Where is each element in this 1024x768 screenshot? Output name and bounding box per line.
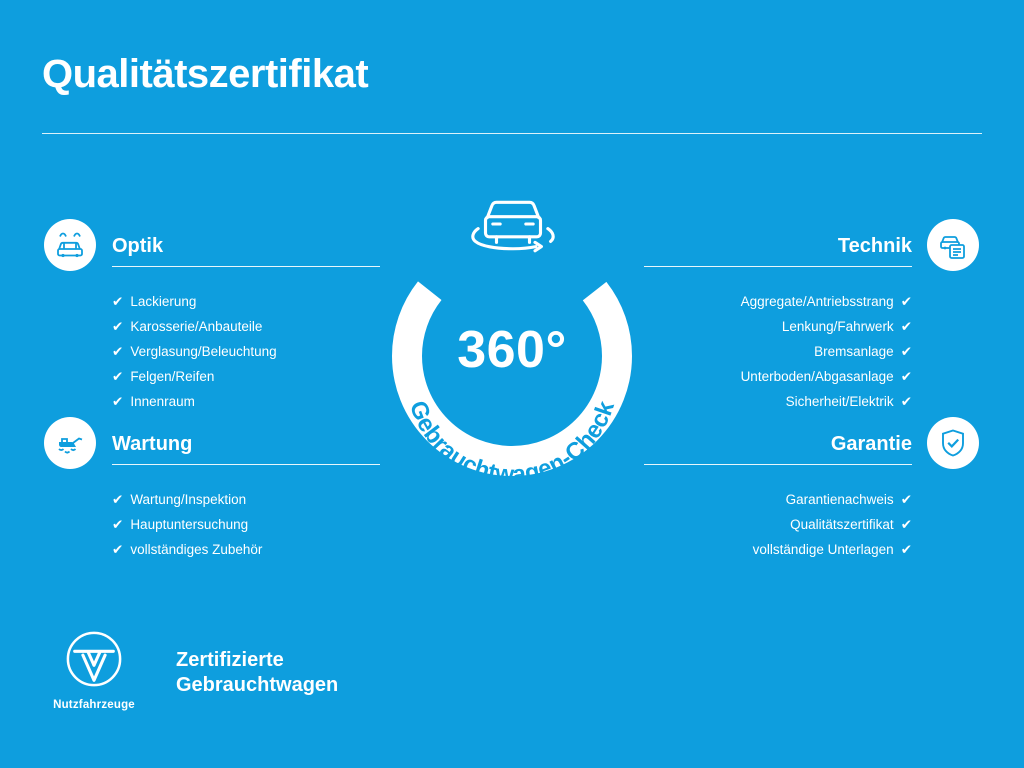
list-item-label: Unterboden/Abgasanlage [740, 369, 894, 384]
page-title: Qualitätszertifikat [42, 52, 369, 96]
check-icon: ✔ [112, 492, 124, 507]
list-item [582, 537, 912, 562]
check-icon: ✔ [900, 369, 912, 384]
footer-claim [176, 648, 338, 698]
list-item [112, 289, 442, 314]
check-icon: ✔ [900, 394, 912, 409]
section-technik [582, 236, 912, 414]
list-item [582, 339, 912, 364]
list-item-label: vollständiges Zubehör [130, 542, 263, 557]
list-item [582, 512, 912, 537]
check-icon: ✔ [900, 517, 912, 532]
check-icon: ✔ [112, 319, 124, 334]
checklist-wartung [112, 487, 442, 562]
list-item-label: Hauptuntersuchung [130, 517, 249, 532]
section-divider-technik [644, 266, 912, 267]
car-wash-icon [44, 219, 96, 271]
list-item-label: Verglasung/Beleuchtung [130, 344, 277, 359]
list-item [112, 512, 442, 537]
check-icon: ✔ [112, 517, 124, 532]
checklist-optik [112, 289, 442, 414]
check-icon: ✔ [900, 542, 912, 557]
list-item [582, 364, 912, 389]
list-item [112, 364, 442, 389]
list-item-label: Lackierung [130, 294, 197, 309]
section-divider-optik [112, 266, 380, 267]
list-item-label: Garantienachweis [785, 492, 894, 507]
check-icon: ✔ [112, 542, 124, 557]
check-icon: ✔ [112, 344, 124, 359]
list-item-label: Karosserie/Anbauteile [130, 319, 263, 334]
list-item-label: Lenkung/Fahrwerk [781, 319, 894, 334]
section-wartung [112, 434, 442, 562]
section-heading-garantie: Garantie [830, 433, 912, 455]
check-icon: ✔ [112, 394, 124, 409]
list-item [112, 537, 442, 562]
section-heading-optik: Optik [112, 235, 164, 257]
oil-can-icon [44, 417, 96, 469]
footer [42, 630, 338, 711]
section-heading-technik: Technik [837, 235, 912, 257]
list-item-label: Qualitätszertifikat [790, 517, 894, 532]
car-front-rotation-icon [458, 186, 568, 262]
footer-claim-line2: Gebrauchtwagen [176, 674, 339, 696]
list-item [112, 339, 442, 364]
check-icon: ✔ [112, 294, 124, 309]
list-item-label: Bremsanlage [814, 344, 894, 359]
list-item [582, 314, 912, 339]
section-divider-wartung [112, 464, 380, 465]
brand-sublabel: Nutzfahrzeuge [53, 699, 135, 711]
brand-logo [42, 630, 146, 711]
list-item-label: vollständige Unterlagen [752, 542, 894, 557]
list-item [582, 389, 912, 414]
list-item-label: Aggregate/Antriebsstrang [740, 294, 894, 309]
title-divider [42, 133, 982, 134]
list-item-label: Wartung/Inspektion [130, 492, 247, 507]
check-icon: ✔ [900, 294, 912, 309]
checklist-technik [582, 289, 912, 414]
check-icon: ✔ [112, 369, 124, 384]
list-item [582, 487, 912, 512]
degrees-label: 360° [457, 321, 567, 379]
list-item-label: Sicherheit/Elektrik [785, 394, 894, 409]
list-item [112, 487, 442, 512]
list-item-label: Innenraum [130, 394, 195, 409]
checklist-garantie [582, 487, 912, 562]
section-optik [112, 236, 442, 414]
check-icon: ✔ [900, 492, 912, 507]
shield-check-icon [927, 417, 979, 469]
list-item [112, 389, 442, 414]
section-divider-garantie [644, 464, 912, 465]
car-checklist-icon [927, 219, 979, 271]
section-heading-wartung: Wartung [112, 433, 193, 455]
list-item [582, 289, 912, 314]
arc-label: Gebrauchtwagen-Check [403, 397, 620, 489]
check-icon: ✔ [900, 344, 912, 359]
section-garantie [582, 434, 912, 562]
check-icon: ✔ [900, 319, 912, 334]
footer-claim-line1: Zertifizierte [176, 649, 284, 671]
list-item [112, 314, 442, 339]
vw-logo-icon [65, 630, 123, 688]
list-item-label: Felgen/Reifen [130, 369, 215, 384]
